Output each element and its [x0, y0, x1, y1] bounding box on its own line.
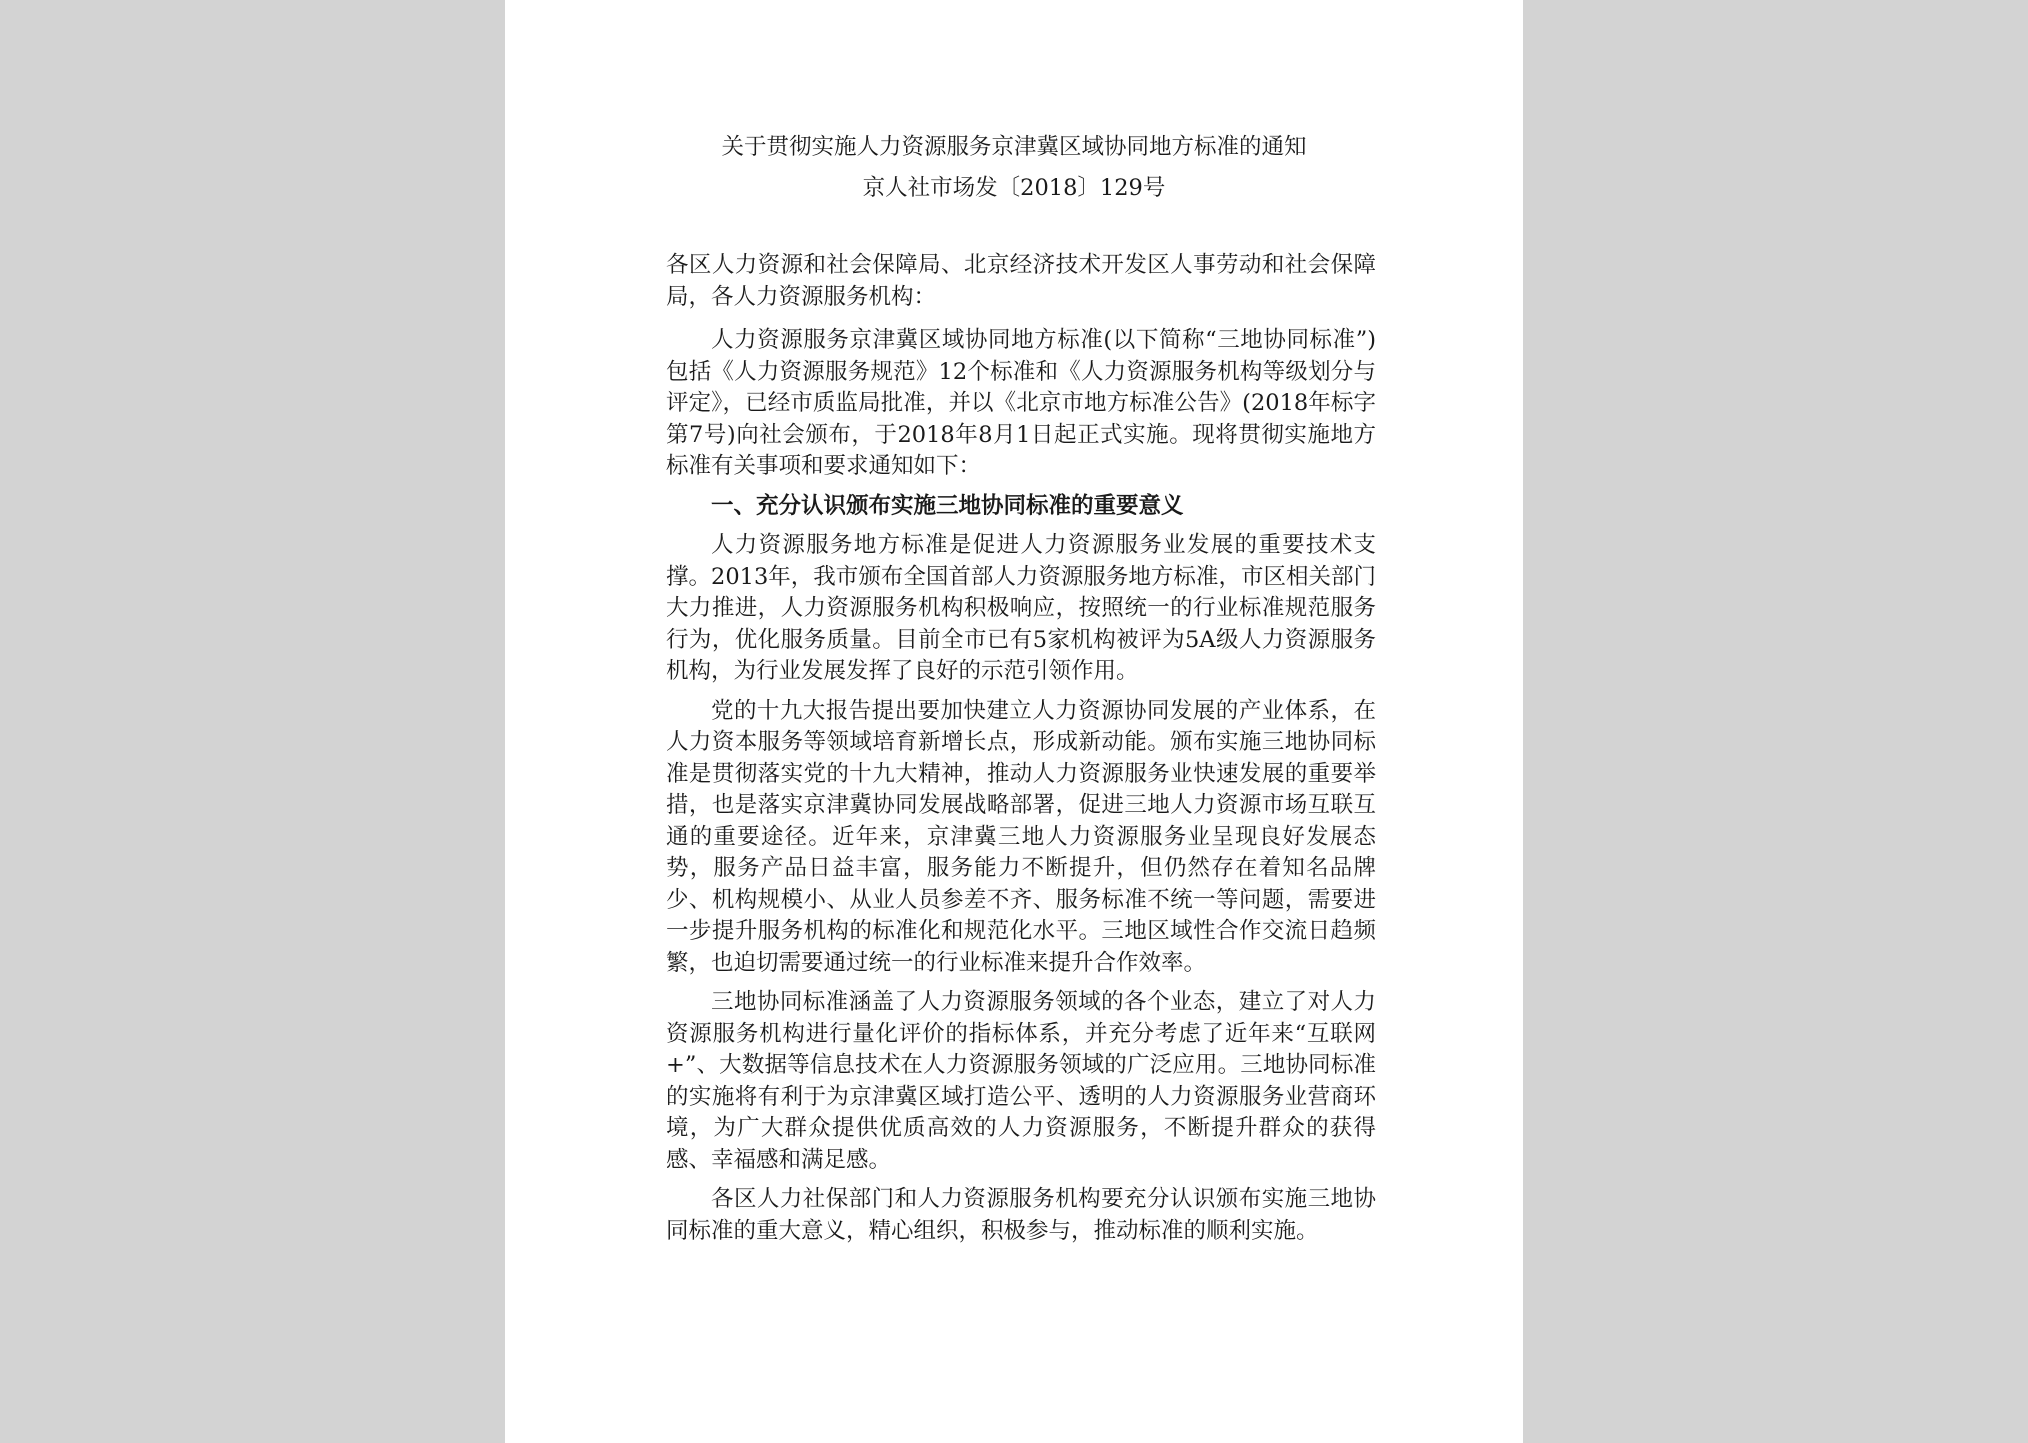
document-page: [505, 0, 1523, 1443]
section-heading-1: 一、充分认识颁布实施三地协同标准的重要意义: [711, 492, 1184, 519]
paragraph: 各区人力社保部门和人力资源服务机构要充分认识颁布实施三地协同标准的重大意义，精心组织，积极参与，推动标准的顺利实施。: [666, 1186, 1376, 1244]
salutation: 各区人力资源和社会保障局、北京经济技术开发区人事劳动和社会保障局，各人力资源服务机构：: [666, 252, 1376, 310]
document-body: [666, 250, 1376, 1255]
paragraph-intro: 人力资源服务京津冀区域协同地方标准(以下简称“三地协同标准”)包括《人力资源服务规范》12个标准和《人力资源服务机构等级划分与评定》，已经市质监局批准，并以《北京市地方标准公告》(2018年标字第7号)向社会颁布，于2018年8月1日起正式实施。现将贯彻实施地方标准有关事项和要求通知如下：: [666, 327, 1376, 479]
paragraph: 三地协同标准涵盖了人力资源服务领域的各个业态，建立了对人力资源服务机构进行量化评价的指标体系，并充分考虑了近年来“互联网+”、大数据等信息技术在人力资源服务领域的广泛应用。三地协同标准的实施将有利于为京津冀区域打造公平、透明的人力资源服务业营商环境，为广大群众提供优质高效的人力资源服务，不断提升群众的获得感、幸福感和满足感。: [666, 989, 1376, 1173]
document-title: 关于贯彻实施人力资源服务京津冀区域协同地方标准的通知: [721, 134, 1307, 160]
document-number: 京人社市场发〔2018〕129号: [862, 175, 1166, 201]
paragraph: 人力资源服务地方标准是促进人力资源服务业发展的重要技术支撑。2013年，我市颁布全国首部人力资源服务地方标准，市区相关部门大力推进，人力资源服务机构积极响应，按照统一的行业标准规范服务行为，优化服务质量。目前全市已有5家机构被评为5A级人力资源服务机构，为行业发展发挥了良好的示范引领作用。: [666, 532, 1376, 684]
paragraph: 党的十九大报告提出要加快建立人力资源协同发展的产业体系，在人力资本服务等领域培育新增长点，形成新动能。颁布实施三地协同标准是贯彻落实党的十九大精神，推动人力资源服务业快速发展的重要举措，也是落实京津冀协同发展战略部署，促进三地人力资源市场互联互通的重要途径。近年来，京津冀三地人力资源服务业呈现良好发展态势，服务产品日益丰富，服务能力不断提升，但仍然存在着知名品牌少、机构规模小、从业人员参差不齐、服务标准不统一等问题，需要进一步提升服务机构的标准化和规范化水平。三地区域性合作交流日趋频繁，也迫切需要通过统一的行业标准来提升合作效率。: [666, 697, 1376, 976]
